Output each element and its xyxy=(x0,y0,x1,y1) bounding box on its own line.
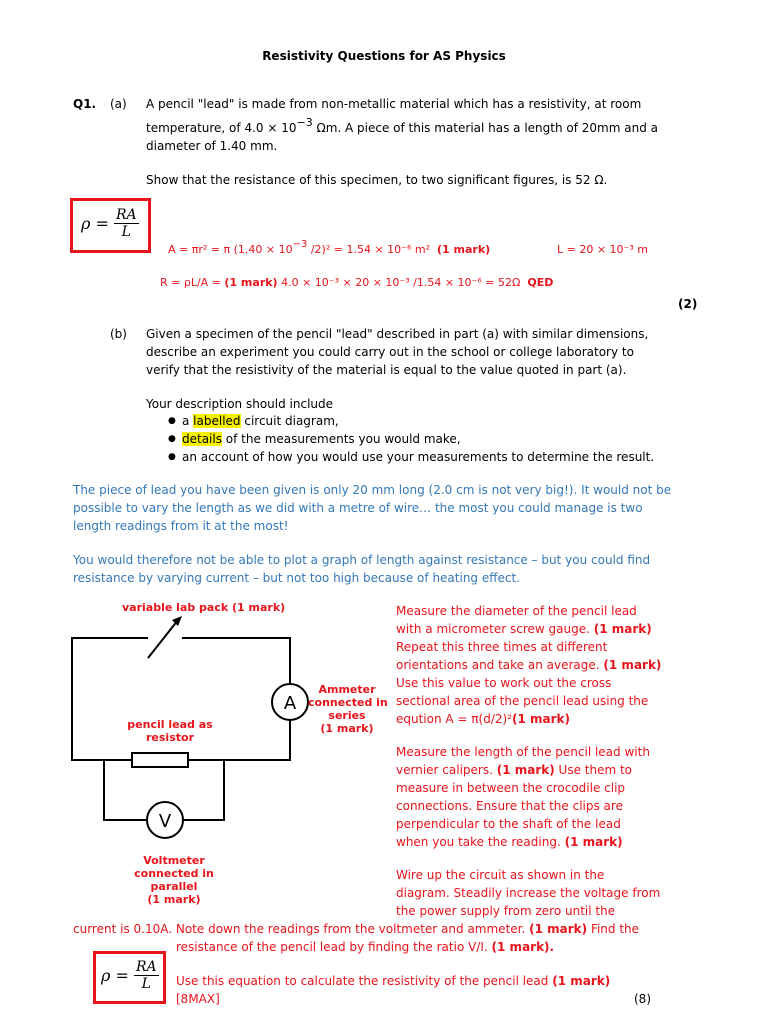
resistor-label-line: resistor xyxy=(146,731,194,744)
page-title: Resistivity Questions for AS Physics xyxy=(262,49,506,63)
red-text: vernier calipers. xyxy=(396,763,493,777)
voltmeter-wire xyxy=(104,760,146,820)
list-item xyxy=(168,430,654,448)
formula-numerator: RA xyxy=(116,207,137,223)
red-text: with a micrometer screw gauge. xyxy=(396,622,590,636)
red-text: Use them to xyxy=(554,763,633,777)
lab-pack-label xyxy=(122,601,285,614)
ammeter-label-line: (1 mark) xyxy=(320,722,374,735)
red-line xyxy=(396,620,661,638)
red-text: Find the xyxy=(587,922,640,936)
red-line: perpendicular to the shaft of the lead xyxy=(396,817,621,831)
part-a-line2-pre: temperature, of 4.0 × 10 xyxy=(146,121,297,135)
red-para3-line4 xyxy=(73,920,639,938)
red-para3-line2: diagram. Steadily increase the voltage from xyxy=(396,886,661,900)
part-a-show: Show that the resistance of this specimen, to two significant figures, is 52 Ω. xyxy=(146,173,608,187)
red-line xyxy=(396,761,650,779)
blue-para2-line1: You would therefore not be able to plot a graph of length against resistance – but you could find xyxy=(73,553,651,567)
formula-denominator: L xyxy=(121,224,131,240)
calc-resistance xyxy=(160,274,553,292)
red-para3-line5 xyxy=(176,938,554,956)
calc-area-rest: /2)² = 1.54 × 10⁻⁶ m² xyxy=(307,243,431,256)
part-b-label: (b) xyxy=(110,327,127,341)
marks-a: (2) xyxy=(678,297,698,311)
voltmeter-label-line: connected in xyxy=(134,867,214,880)
mark-label: (1 mark). xyxy=(491,940,555,954)
blue-para1-line1: The piece of lead you have been given is only 20 mm long (2.0 cm is not very big!). It would not be xyxy=(73,483,672,497)
red-text: Use this equation to calculate the resistivity of the pencil lead xyxy=(176,974,549,988)
red-text: current is 0.10A. Note down the readings from the voltmeter and ammeter. xyxy=(73,922,526,936)
mark-label: (1 mark) xyxy=(593,622,652,636)
mark-label: (1 mark) xyxy=(603,658,662,672)
blue-para1-line2: possible to vary the length as we did with a metre of wire… the most you could manage is two xyxy=(73,501,643,515)
mark-label: (1 mark) xyxy=(512,712,570,726)
red-line xyxy=(396,710,661,728)
voltmeter-label-line: (1 mark) xyxy=(147,893,201,906)
ammeter-label-line: Ammeter xyxy=(318,683,376,696)
red-line: sectional area of the pencil lead using the xyxy=(396,694,649,708)
red-text: when you take the reading. xyxy=(396,835,561,849)
voltmeter-label-line: Voltmeter xyxy=(143,854,205,867)
mark-label: (1 mark) xyxy=(437,243,491,256)
part-a-line2 xyxy=(146,116,658,137)
part-a-line2-post: Ωm. A piece of this material has a length of 20mm and a xyxy=(312,121,658,135)
bullet-text: a xyxy=(182,414,194,428)
formula-fraction xyxy=(114,207,139,240)
bullet-list xyxy=(168,412,654,466)
voltmeter-symbol: V xyxy=(158,811,172,832)
mark-label: (1 mark) xyxy=(496,763,555,777)
calc-area-text: A = πr² = π (1.40 × 10 xyxy=(168,243,293,256)
red-line: Measure the length of the pencil lead with xyxy=(396,745,650,759)
bullet-text: of the measurements you would make, xyxy=(221,432,461,446)
voltmeter-wire xyxy=(184,760,224,820)
ammeter-label xyxy=(308,683,386,735)
formula-fraction xyxy=(134,959,159,992)
red-text: eqution A = π(d/2)² xyxy=(396,712,512,726)
mark-label: (1 mark) xyxy=(552,974,611,988)
ammeter-label-line: connected in xyxy=(308,696,388,709)
part-a-label: (a) xyxy=(110,97,127,111)
blue-para2-line2: resistance by varying current – but not too high because of heating effect. xyxy=(73,571,521,585)
final-line xyxy=(176,972,610,990)
exponent: −3 xyxy=(292,239,308,250)
red-para3-line1: Wire up the circuit as shown in the xyxy=(396,868,605,882)
bullet-text: circuit diagram, xyxy=(240,414,339,428)
mark-label: (1 mark) xyxy=(232,601,286,614)
red-line: Use this value to work out the cross xyxy=(396,676,612,690)
part-a-line1: A pencil "lead" is made from non-metallic material which has a resistivity, at room xyxy=(146,97,642,111)
highlighted-word: labelled xyxy=(193,414,241,428)
mark-label: (1 mark) xyxy=(224,276,278,289)
mark-label: (1 mark) xyxy=(564,835,623,849)
eight-max: [8MAX] xyxy=(176,992,220,1006)
formula-denominator: L xyxy=(141,976,151,992)
resistor-label xyxy=(118,718,222,744)
part-a-line3: diameter of 1.40 mm. xyxy=(146,139,278,153)
formula-rho: ρ = xyxy=(81,214,109,233)
formula-numerator: RA xyxy=(136,959,157,975)
part-b-line3: verify that the resistivity of the material is equal to the value quoted in part (a). xyxy=(146,363,627,377)
red-line xyxy=(396,656,661,674)
red-line xyxy=(396,833,650,851)
part-b-line1: Given a specimen of the pencil "lead" described in part (a) with similar dimensions, xyxy=(146,327,649,341)
calc-area xyxy=(168,241,490,259)
red-line: connections. Ensure that the clips are xyxy=(396,799,623,813)
ammeter-label-line: series xyxy=(328,709,366,722)
calc-length: L = 20 × 10⁻³ m xyxy=(557,243,648,256)
red-text: resistance of the pencil lead by finding the ratio V/I. xyxy=(176,940,488,954)
list-item xyxy=(168,412,654,430)
resistor-label-line: pencil lead as xyxy=(127,718,213,731)
list-item xyxy=(168,448,654,466)
calc-r-rest: 4.0 × 10⁻³ × 20 × 10⁻³ /1.54 × 10⁻⁶ = 52Ω xyxy=(281,276,521,289)
red-para2 xyxy=(396,743,650,851)
red-para3-line3: the power supply from zero until the xyxy=(396,904,616,918)
question-label: Q1. xyxy=(73,97,97,111)
exponent: −3 xyxy=(296,116,313,129)
highlighted-word: details xyxy=(182,432,222,446)
formula-box xyxy=(93,951,166,1004)
mark-label: (1 mark) xyxy=(529,922,588,936)
red-line: Measure the diameter of the pencil lead xyxy=(396,604,637,618)
red-line: measure in between the crocodile clip xyxy=(396,781,626,795)
lab-pack-text: variable lab pack xyxy=(122,601,229,614)
red-line: Repeat this three times at different xyxy=(396,640,608,654)
resistor xyxy=(132,753,188,767)
blue-para1-line3: length readings from it at the most! xyxy=(73,519,289,533)
red-para1 xyxy=(396,602,661,728)
bullet-text: an account of how you would use your measurements to determine the result. xyxy=(182,450,655,464)
voltmeter-label xyxy=(122,854,226,906)
calc-r-text: R = ρL/A = xyxy=(160,276,221,289)
switch-lever xyxy=(148,620,178,658)
marks-b: (8) xyxy=(634,992,651,1006)
description-intro: Your description should include xyxy=(146,397,334,411)
red-text: orientations and take an average. xyxy=(396,658,600,672)
ammeter-symbol: A xyxy=(283,693,297,714)
voltmeter-label-line: parallel xyxy=(150,880,198,893)
qed-label: QED xyxy=(527,276,554,289)
part-b-line2: describe an experiment you could carry out in the school or college laboratory to xyxy=(146,345,634,359)
formula-box xyxy=(70,198,151,253)
formula-rho: ρ = xyxy=(101,966,129,985)
